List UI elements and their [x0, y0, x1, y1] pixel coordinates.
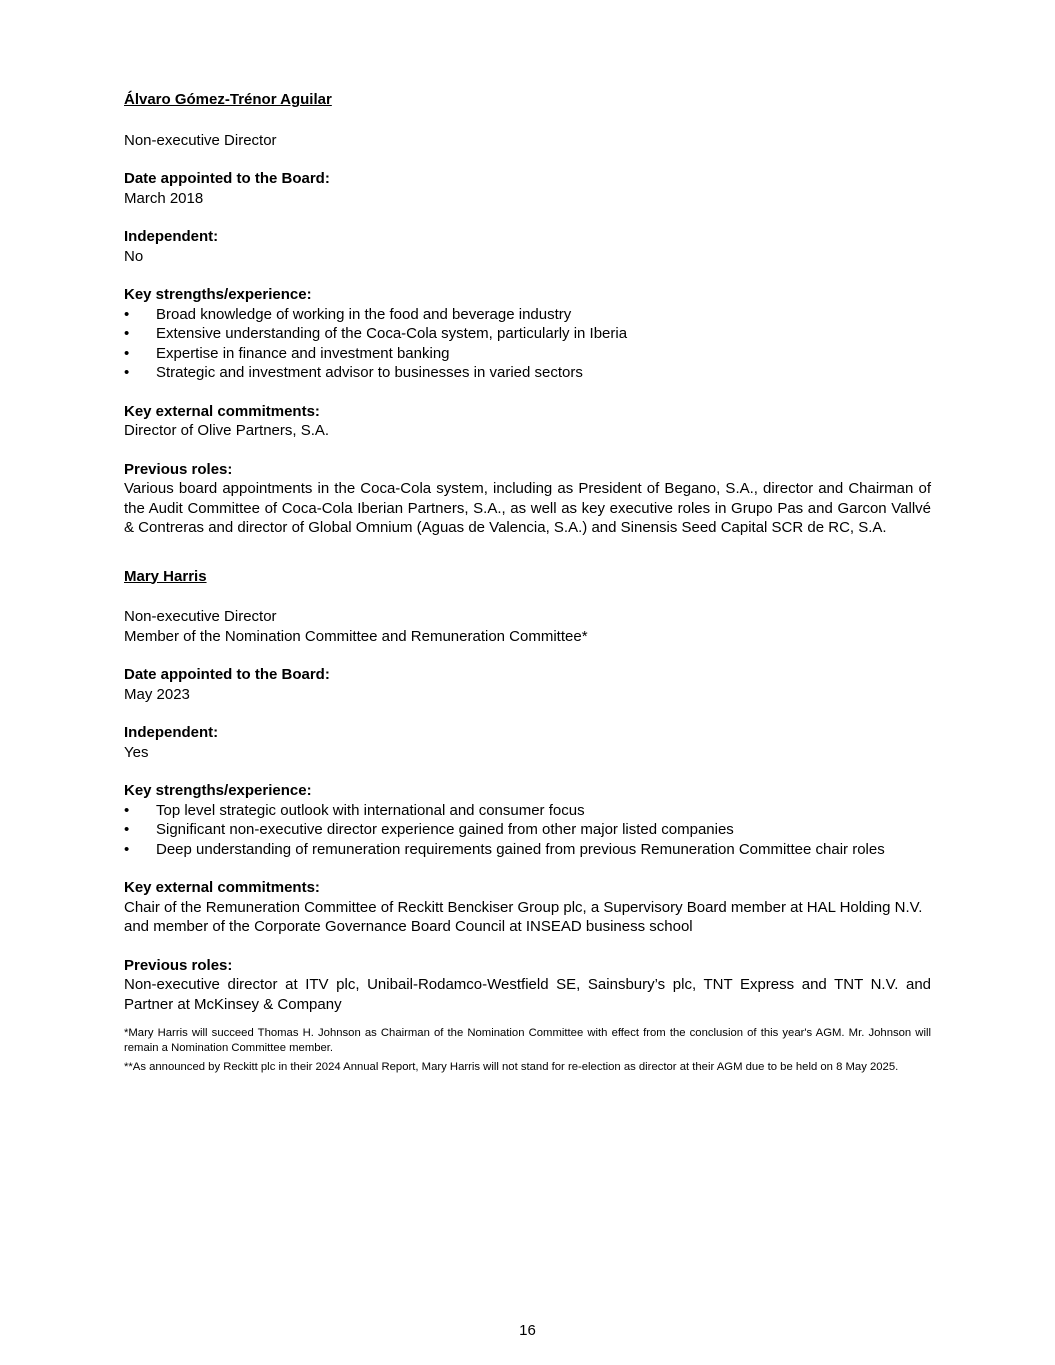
footnote-2: **As announced by Reckitt plc in their 2024 Annual Report, Mary Harris will not stand for re-election as director at their AGM due to be held on 8 May 2025.	[124, 1061, 899, 1073]
bullet-marker	[124, 363, 156, 383]
page-number: 16	[519, 1321, 536, 1339]
previous-roles-text: Non-executive director at ITV plc, Unibail-Rodamco-Westfield SE, Sainsbury’s plc, TNT Express and TNT N.V. and Partner at McKinsey & Company	[124, 976, 931, 1013]
director-role: Non-executive Director	[124, 608, 277, 625]
bullet-marker	[124, 840, 156, 860]
key-external-commitments-heading: Key external commitments:	[124, 879, 320, 896]
bullet-marker	[124, 344, 156, 364]
bullet-marker	[124, 801, 156, 821]
key-strengths-heading: Key strengths/experience:	[124, 782, 312, 799]
list-item-text: Expertise in finance and investment banking	[156, 344, 450, 362]
independent-heading: Independent:	[124, 228, 219, 245]
director-role: Non-executive Director	[124, 131, 277, 149]
date-appointed-heading: Date appointed to the Board:	[124, 170, 330, 187]
director-name: Mary Harris	[124, 567, 207, 585]
previous-roles-text: Various board appointments in the Coca-Cola system, including as President of Begano, S.A., director and Chairman of the Audit Committee of Coca-Cola Iberian Partners, S.A., as well as key executive roles in Grupo Pas and Garcon Vallvé & Contreras and director of Global Omnium (Aguas de Valencia, S.A.) and Sinensis Seed Capital SCR de RC, S.A.	[124, 480, 931, 536]
list-item	[124, 840, 931, 860]
bullet-marker	[124, 324, 156, 344]
list-item	[124, 820, 931, 840]
date-appointed-value: March 2018	[124, 189, 204, 207]
previous-roles-heading: Previous roles:	[124, 956, 233, 974]
director-bio-section-2	[124, 567, 931, 1015]
list-item-text: Broad knowledge of working in the food and beverage industry	[156, 305, 572, 323]
date-appointed-value: May 2023	[124, 685, 190, 703]
bullet-marker	[124, 305, 156, 325]
director-bio-section-1	[124, 90, 931, 538]
footnote-1: *Mary Harris will succeed Thomas H. Johnson as Chairman of the Nomination Committee with effect from the conclusion of this year's AGM. Mr. Johnson will remain a Nomination Committee member.	[124, 1027, 931, 1054]
independent-heading: Independent:	[124, 724, 219, 741]
bullet-marker	[124, 820, 156, 840]
independent-value: Yes	[124, 743, 149, 761]
list-item	[124, 801, 931, 821]
list-item-text: Extensive understanding of the Coca-Cola system, particularly in Iberia	[156, 325, 628, 342]
key-external-commitments-text: Director of Olive Partners, S.A.	[124, 422, 330, 439]
independent-value: No	[124, 247, 144, 265]
key-strengths-heading: Key strengths/experience:	[124, 286, 312, 303]
list-item-text: Deep understanding of remuneration requirements gained from previous Remuneration Committee chair roles	[156, 840, 885, 858]
key-strengths-list	[124, 305, 931, 383]
director-committee-membership: Member of the Nomination Committee and Remuneration Committee*	[124, 627, 588, 645]
list-item	[124, 344, 931, 364]
list-item	[124, 305, 931, 325]
director-name: Álvaro Gómez-Trénor Aguilar	[124, 91, 332, 108]
list-item	[124, 324, 931, 344]
key-external-commitments-text: Chair of the Remuneration Committee of Reckitt Benckiser Group plc, a Supervisory Board member at HAL Holding N.V. and member of the Corporate Governance Board Council at INSEAD business school	[124, 898, 923, 935]
footnotes	[124, 1026, 931, 1075]
key-external-commitments-heading: Key external commitments:	[124, 402, 320, 420]
date-appointed-heading: Date appointed to the Board:	[124, 666, 330, 683]
list-item-text: Significant non-executive director experience gained from other major listed companies	[156, 821, 734, 838]
list-item	[124, 363, 931, 383]
list-item-text: Top level strategic outlook with international and consumer focus	[156, 801, 585, 819]
previous-roles-heading: Previous roles:	[124, 460, 233, 478]
key-strengths-list	[124, 801, 931, 860]
list-item-text: Strategic and investment advisor to businesses in varied sectors	[156, 364, 583, 381]
